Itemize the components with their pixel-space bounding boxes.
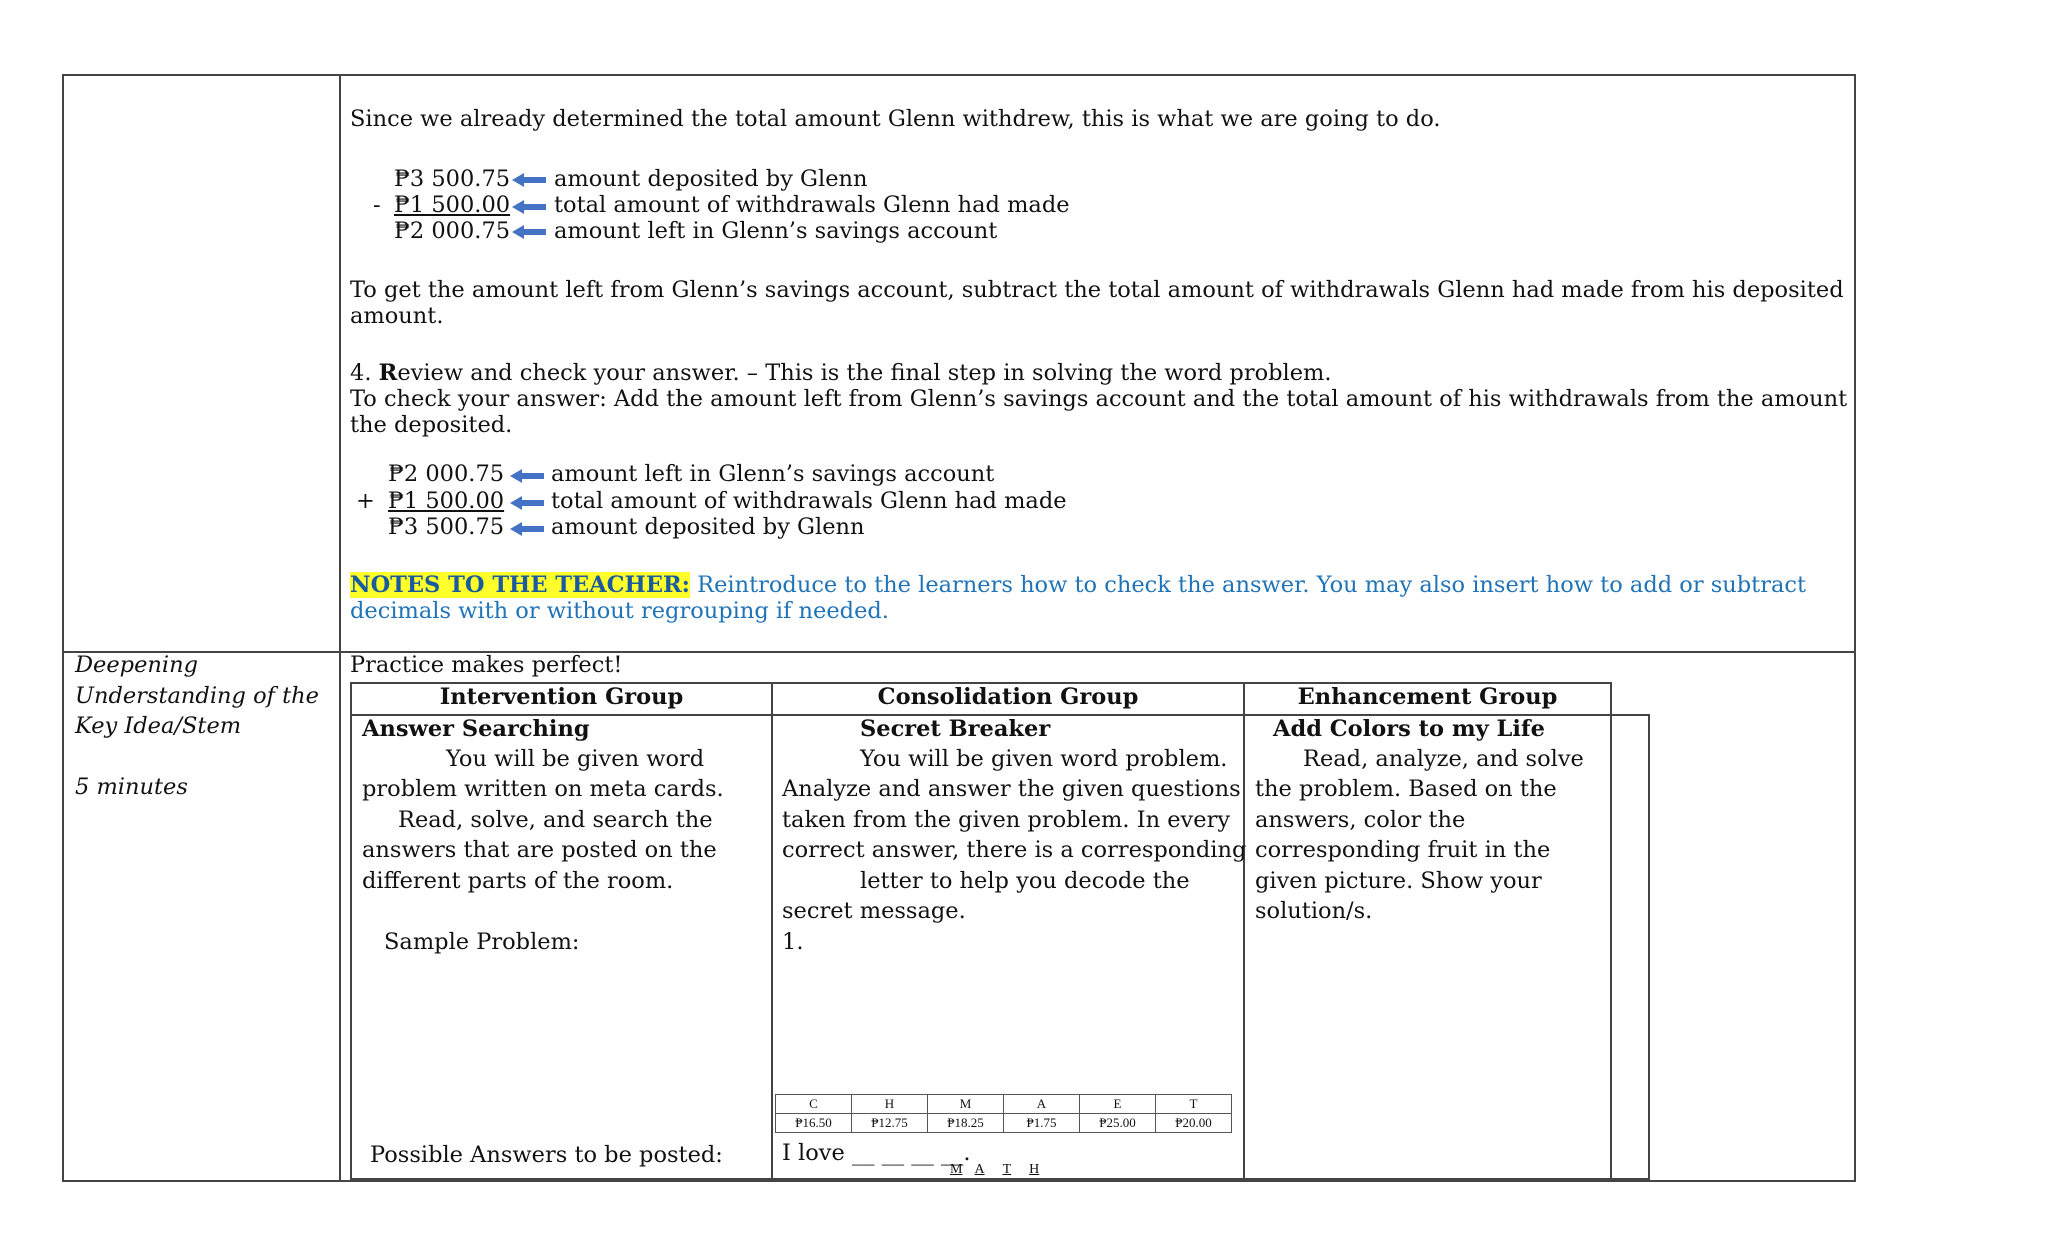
- enhancement-group-header: Enhancement Group: [1297, 684, 1558, 710]
- sample-problem-label: Sample Problem:: [384, 929, 580, 955]
- group-table-right: [1648, 714, 1650, 1180]
- calc1-amount-2: ₱1 500.00: [394, 192, 511, 218]
- calc2-desc-1: amount left in Glenn’s savings account: [551, 461, 995, 487]
- intervention-line: You will be given word: [446, 746, 705, 772]
- cipher-letter: M: [928, 1095, 1004, 1114]
- check-line-2: the deposited.: [350, 412, 513, 438]
- left-arrow-icon: [510, 468, 544, 484]
- left-arrow-icon: [510, 521, 544, 537]
- teacher-notes-line-2: decimals with or without regrouping if needed.: [350, 598, 889, 624]
- intervention-line: different parts of the room.: [362, 868, 674, 894]
- calc1-amount-1: ₱3 500.75: [394, 166, 511, 192]
- cipher-value: ₱12.75: [852, 1114, 928, 1133]
- cipher-value: ₱20.00: [1156, 1114, 1232, 1133]
- cipher-letter: H: [852, 1095, 928, 1114]
- consolidation-line: secret message.: [782, 898, 966, 924]
- possible-answers-label: Possible Answers to be posted:: [370, 1142, 723, 1168]
- calc2-sign: +: [356, 488, 375, 514]
- calc1-desc-1: amount deposited by Glenn: [554, 166, 868, 192]
- enhancement-line: the problem. Based on the: [1255, 776, 1557, 802]
- intervention-line: Read, solve, and search the: [398, 807, 713, 833]
- calc2-desc-2: total amount of withdrawals Glenn had made: [551, 488, 1067, 514]
- row-divider: [62, 651, 1856, 653]
- consolidation-activity-title: Secret Breaker: [860, 716, 1051, 742]
- enhancement-line: answers, color the: [1255, 807, 1466, 833]
- secret-message-answer: [950, 1162, 1039, 1178]
- cipher-letter: A: [1004, 1095, 1080, 1114]
- group-table-bottom: [350, 1178, 1650, 1180]
- consolidation-line: Analyze and answer the given questions: [782, 776, 1241, 802]
- calc2-amount-1: ₱2 000.75: [388, 461, 505, 487]
- calc1-desc-2: total amount of withdrawals Glenn had made: [554, 192, 1070, 218]
- outer-border-left: [62, 74, 64, 1182]
- cipher-letter-row: [776, 1095, 1232, 1114]
- section-label-line-1: Deepening: [75, 652, 198, 678]
- left-arrow-icon: [512, 172, 546, 188]
- group-table-divider-3: [1610, 682, 1612, 1180]
- calc2-desc-3: amount deposited by Glenn: [551, 514, 865, 540]
- consolidation-line: letter to help you decode the: [860, 868, 1190, 894]
- teacher-notes: [350, 572, 1806, 599]
- calc2-amount-2: ₱1 500.00: [388, 488, 505, 514]
- consolidation-line: You will be given word problem.: [860, 746, 1228, 772]
- enhancement-line: given picture. Show your: [1255, 868, 1542, 894]
- enhancement-activity-title: Add Colors to my Life: [1273, 716, 1545, 742]
- calc2-amount-3: ₱3 500.75: [388, 514, 505, 540]
- calc1-sign: -: [373, 192, 381, 218]
- consolidation-line: taken from the given problem. In every: [782, 807, 1231, 833]
- intervention-activity-title: Answer Searching: [362, 716, 590, 742]
- column-divider: [339, 74, 341, 1182]
- calc1-amount-3: ₱2 000.75: [394, 218, 511, 244]
- answer-letter: A: [974, 1162, 985, 1177]
- secret-message-blanks: I love __ __ __ __.: [782, 1140, 971, 1166]
- left-arrow-icon: [510, 495, 544, 511]
- answer-letter: M: [950, 1162, 963, 1177]
- cipher-value: ₱16.50: [776, 1114, 852, 1133]
- cipher-value-row: [776, 1114, 1232, 1133]
- teacher-notes-text: Reintroduce to the learners how to check the answer. You may also insert how to add or subtract: [689, 572, 1807, 598]
- step-4-heading: [350, 360, 1332, 387]
- problem-item-number: 1.: [782, 929, 804, 955]
- group-table-divider-1: [771, 682, 773, 1180]
- group-table-divider-2: [1243, 682, 1245, 1180]
- intro-text: Since we already determined the total amount Glenn withdrew, this is what we are going to do.: [350, 106, 1441, 132]
- enhancement-line: corresponding fruit in the: [1255, 837, 1551, 863]
- section-label-line-2: Understanding of the: [75, 683, 319, 709]
- cipher-value: ₱1.75: [1004, 1114, 1080, 1133]
- cipher-letter: C: [776, 1095, 852, 1114]
- section-label-line-3: Key Idea/Stem: [75, 713, 242, 739]
- practice-heading: Practice makes perfect!: [350, 652, 623, 678]
- teacher-notes-label: NOTES TO THE TEACHER:: [350, 572, 690, 598]
- check-line-1: To check your answer: Add the amount left from Glenn’s savings account and the total amount of his withdrawals from the amount: [350, 386, 1848, 412]
- intervention-group-header: Intervention Group: [439, 684, 684, 710]
- outer-border-top: [62, 74, 1856, 76]
- intervention-line: problem written on meta cards.: [362, 776, 724, 802]
- cipher-key-table: [775, 1094, 1232, 1133]
- left-arrow-icon: [512, 224, 546, 240]
- outer-border-right: [1854, 74, 1856, 1182]
- enhancement-line: solution/s.: [1255, 898, 1373, 924]
- enhancement-line: Read, analyze, and solve: [1303, 746, 1584, 772]
- calc1-desc-3: amount left in Glenn’s savings account: [554, 218, 998, 244]
- cipher-value: ₱25.00: [1080, 1114, 1156, 1133]
- step-4-number: 4.: [350, 360, 379, 386]
- explanation-line-2: amount.: [350, 303, 444, 329]
- cipher-letter: T: [1156, 1095, 1232, 1114]
- step-4-initial: R: [378, 360, 398, 386]
- intervention-line: answers that are posted on the: [362, 837, 717, 863]
- answer-letter: H: [1029, 1162, 1040, 1177]
- time-allotment: 5 minutes: [75, 774, 188, 800]
- left-arrow-icon: [512, 199, 546, 215]
- consolidation-group-header: Consolidation Group: [877, 684, 1139, 710]
- consolidation-line: correct answer, there is a corresponding: [782, 837, 1247, 863]
- group-table-left: [350, 682, 352, 1180]
- cipher-letter: E: [1080, 1095, 1156, 1114]
- answer-letter: T: [1002, 1162, 1012, 1177]
- explanation-line-1: To get the amount left from Glenn’s savings account, subtract the total amount of withdrawals Glenn had made from his deposited: [350, 277, 1844, 303]
- step-4-text: eview and check your answer. – This is the final step in solving the word problem.: [397, 360, 1332, 386]
- cipher-value: ₱18.25: [928, 1114, 1004, 1133]
- outer-border-bottom: [62, 1180, 1856, 1182]
